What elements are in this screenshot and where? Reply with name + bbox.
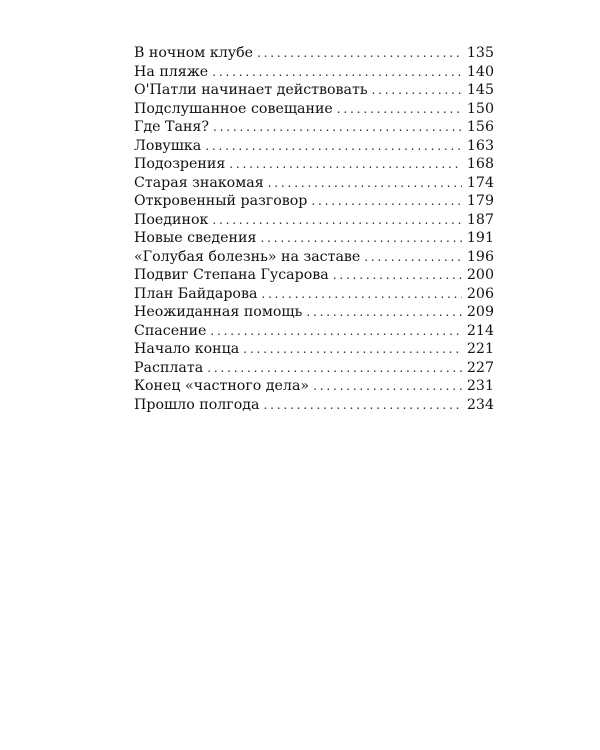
- toc-entry-title: План Байдарова: [134, 285, 258, 302]
- toc-entry: [134, 211, 494, 230]
- toc-entry-title: Откровенный разговор: [134, 193, 308, 209]
- toc-leader-dots: [311, 192, 462, 211]
- toc-entry: [134, 359, 494, 378]
- toc-leader-dots: [210, 322, 461, 341]
- toc-entry-title: Подслушанное совещание: [134, 100, 333, 117]
- toc-entry-page: 209: [466, 304, 494, 320]
- toc-entry-title: О'Патли начинает действовать: [134, 82, 368, 98]
- toc-entry-title: Старая знакомая: [134, 174, 264, 191]
- toc-entry-page: 179: [466, 193, 494, 209]
- toc-entry-title: В ночном клубе: [134, 45, 254, 61]
- toc-entry-page: 168: [466, 156, 494, 172]
- toc-entry: [134, 229, 494, 248]
- toc-entry: [134, 174, 494, 193]
- toc-leader-dots: [229, 155, 462, 174]
- toc-leader-dots: [207, 359, 462, 378]
- toc-entry-page: 150: [466, 100, 494, 117]
- toc-entry-page: 187: [466, 211, 494, 228]
- toc-entry: [134, 100, 494, 119]
- toc-leader-dots: [212, 63, 462, 82]
- toc-entry-title: Подвиг Степана Гусарова: [134, 267, 329, 283]
- toc-entry: [134, 155, 494, 174]
- toc-leader-dots: [261, 285, 461, 304]
- toc-entry-page: 191: [466, 230, 494, 246]
- toc-leader-dots: [205, 137, 462, 156]
- toc-entry-page: 200: [466, 267, 494, 283]
- toc-entry-title: Поединок: [134, 211, 209, 228]
- toc-entry: [134, 340, 494, 359]
- toc-entry: [134, 192, 494, 211]
- toc-entry-title: Спасение: [134, 322, 207, 339]
- toc-entry: [134, 396, 494, 415]
- toc-leader-dots: [213, 118, 462, 137]
- toc-leader-dots: [372, 81, 462, 100]
- toc-entry-page: 140: [466, 63, 494, 80]
- toc-entry-page: 206: [466, 285, 494, 302]
- toc-entry-page: 163: [466, 137, 494, 154]
- toc-entry-page: 227: [466, 359, 494, 376]
- toc-entry: [134, 248, 494, 267]
- toc-entry: [134, 322, 494, 341]
- toc-leader-dots: [337, 100, 462, 119]
- toc-entry: [134, 81, 494, 100]
- toc-entry-page: 221: [466, 341, 494, 357]
- toc-entry-page: 135: [466, 45, 494, 61]
- toc-entry-title: Ловушка: [134, 137, 202, 154]
- toc-entry-page: 174: [466, 174, 494, 191]
- toc-leader-dots: [364, 248, 462, 267]
- toc-entry-title: Новые сведения: [134, 230, 257, 246]
- table-of-contents: [134, 44, 494, 414]
- toc-leader-dots: [306, 303, 462, 322]
- toc-entry-page: 231: [466, 378, 494, 394]
- toc-entry-title: Расплата: [134, 359, 204, 376]
- toc-entry: [134, 44, 494, 63]
- toc-entry-title: Где Таня?: [134, 119, 209, 135]
- toc-entry-page: 214: [466, 322, 494, 339]
- toc-entry: [134, 266, 494, 285]
- toc-entry: [134, 137, 494, 156]
- toc-entry-page: 145: [466, 82, 494, 98]
- toc-entry-title: «Голубая болезнь» на заставе: [134, 248, 361, 265]
- toc-leader-dots: [268, 174, 462, 193]
- toc-entry-title: Подозрения: [134, 156, 226, 172]
- toc-leader-dots: [243, 340, 462, 359]
- toc-entry-title: Начало конца: [134, 341, 240, 357]
- toc-entry: [134, 377, 494, 396]
- toc-entry-page: 234: [466, 396, 494, 413]
- toc-entry-title: Прошло полгода: [134, 396, 260, 413]
- toc-leader-dots: [257, 44, 462, 63]
- toc-entry-title: На пляже: [134, 63, 209, 80]
- toc-entry-page: 156: [466, 119, 494, 135]
- toc-leader-dots: [260, 229, 461, 248]
- toc-entry: [134, 118, 494, 137]
- toc-entry: [134, 285, 494, 304]
- toc-entry: [134, 303, 494, 322]
- toc-entry-page: 196: [466, 248, 494, 265]
- toc-entry-title: Неожиданная помощь: [134, 304, 303, 320]
- toc-leader-dots: [313, 377, 462, 396]
- toc-leader-dots: [212, 211, 462, 230]
- toc-entry: [134, 63, 494, 82]
- toc-entry-title: Конец «частного дела»: [134, 378, 310, 394]
- toc-leader-dots: [263, 396, 461, 415]
- toc-leader-dots: [333, 266, 462, 285]
